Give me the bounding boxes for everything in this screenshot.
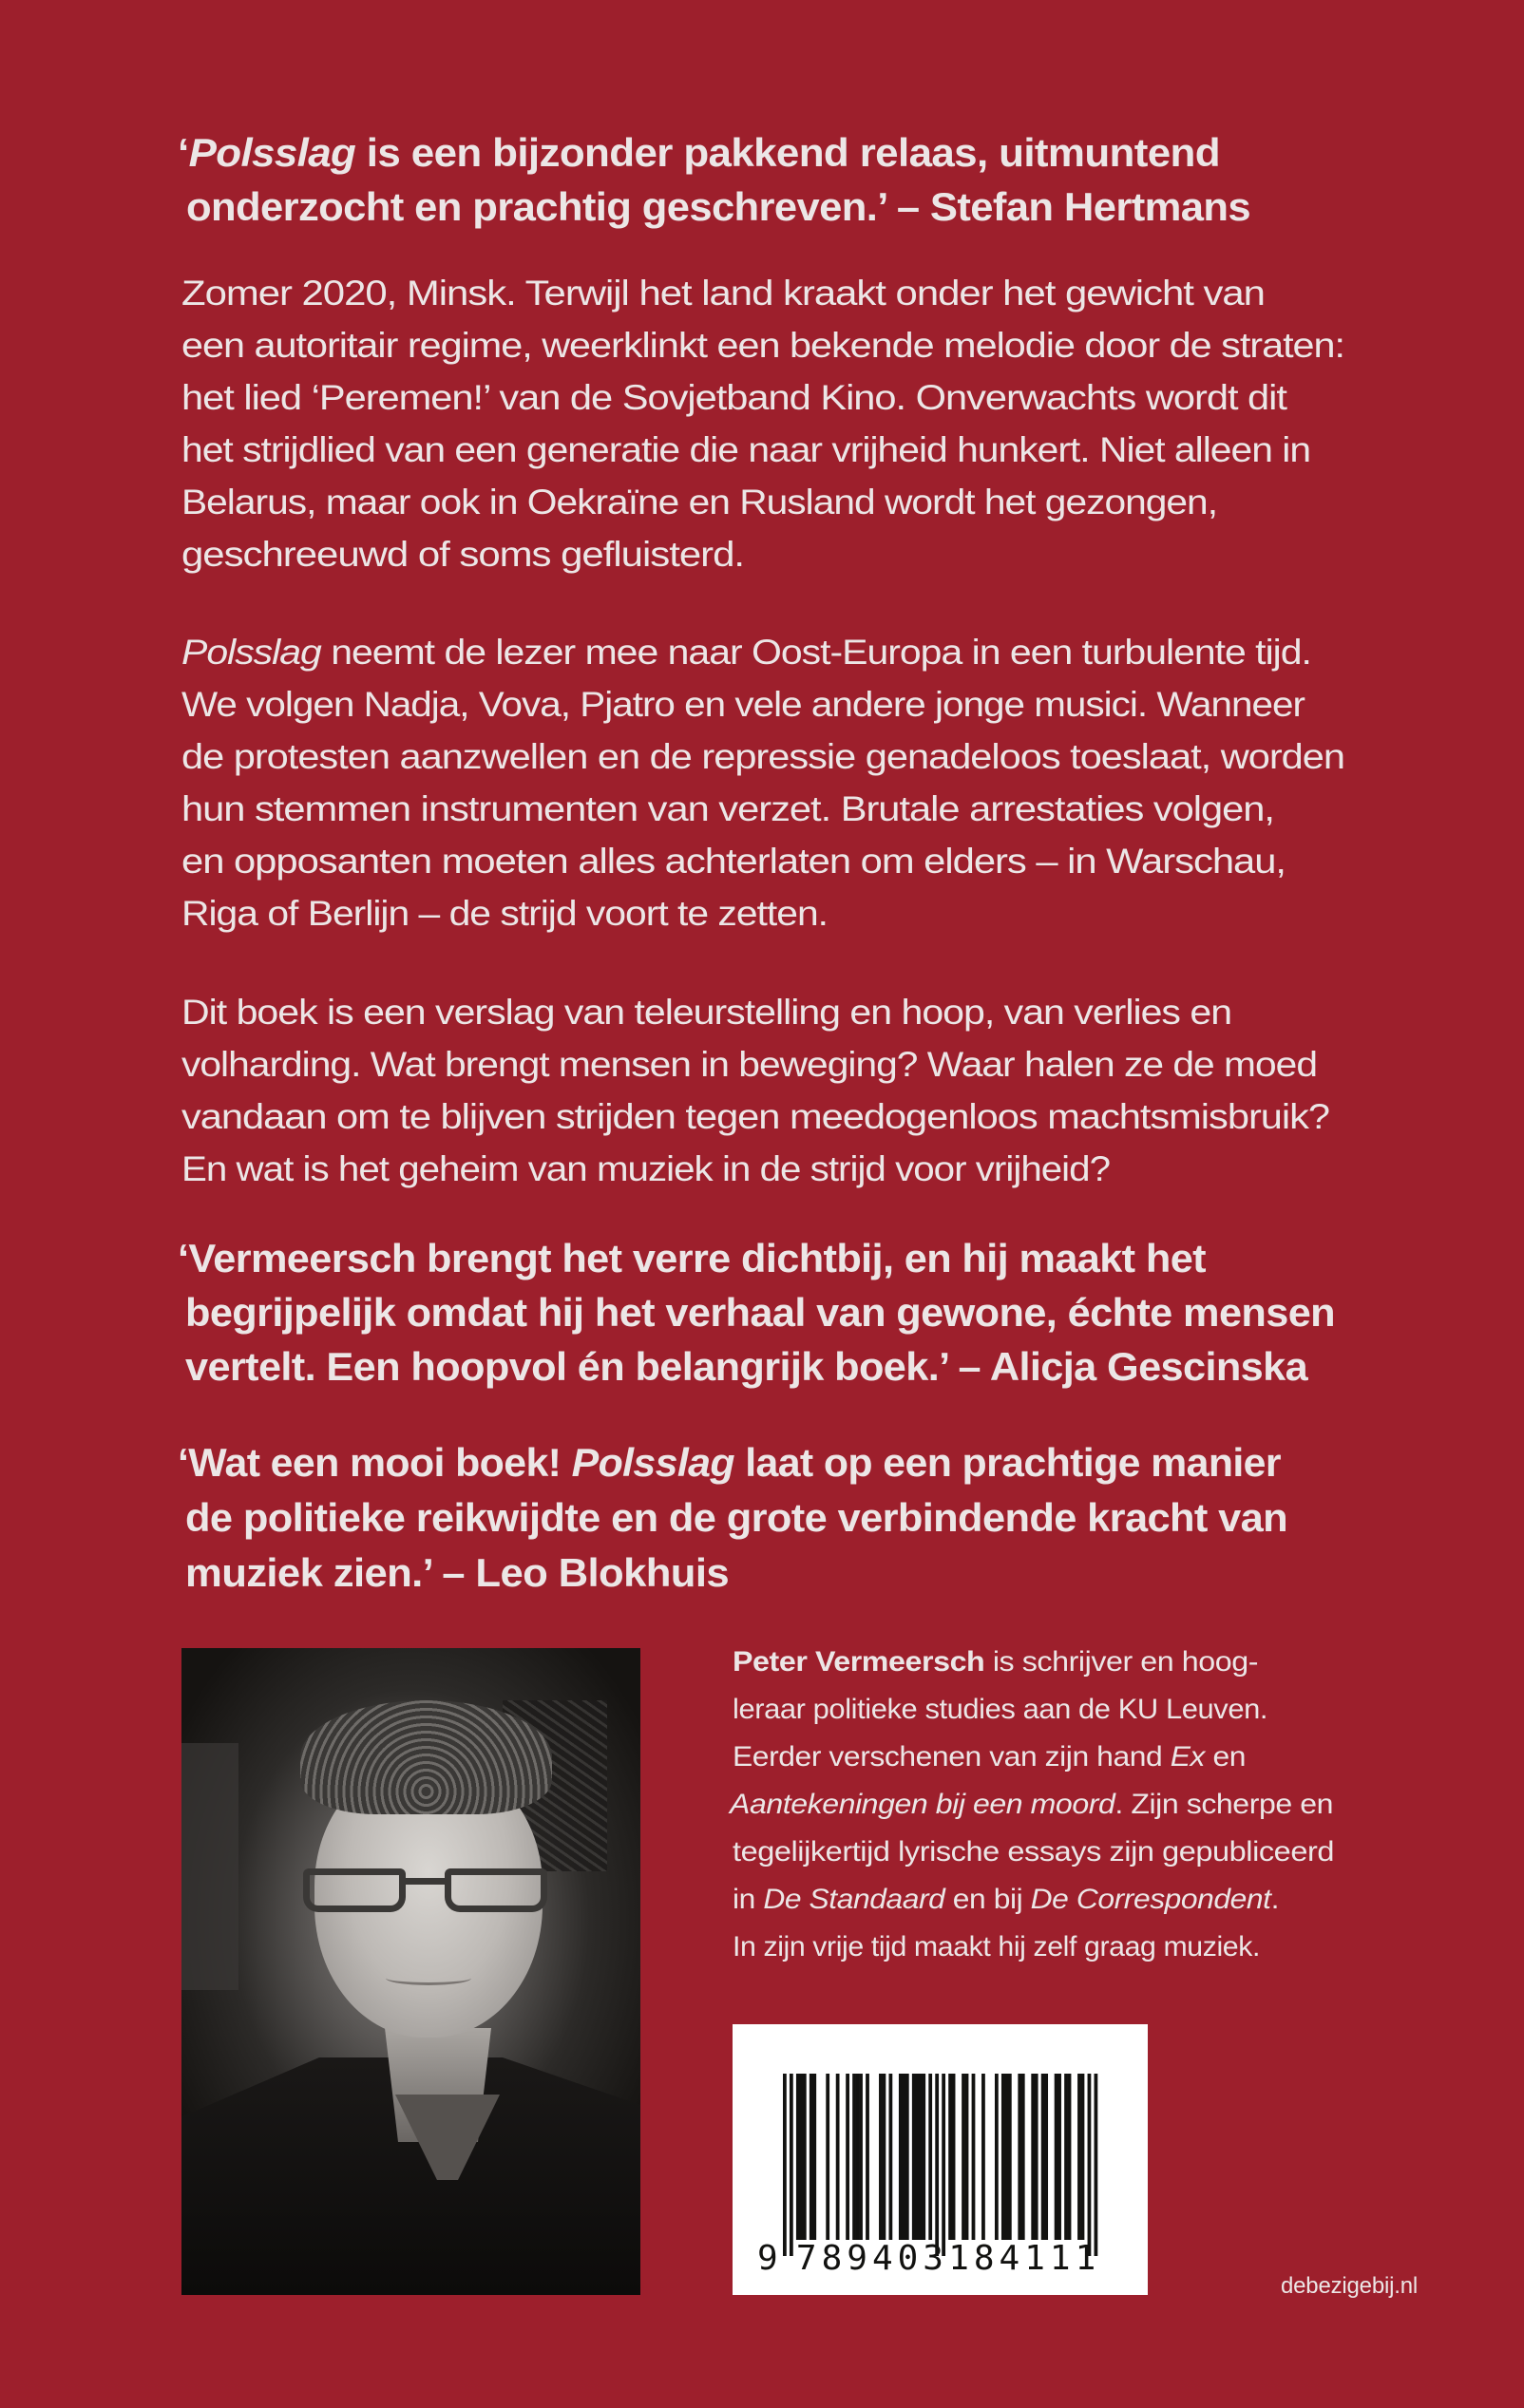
text-line <box>185 1290 1335 1336</box>
text-line <box>181 1097 1329 1137</box>
text-run: begrijpelijk omdat hij het verhaal van gewone, échte mensen <box>185 1290 1336 1335</box>
italic-title: De Correspondent <box>1030 1884 1271 1915</box>
text-run: We volgen Nadja, Vova, Pjatro en vele andere jonge musici. Wanneer <box>181 685 1305 724</box>
text-run: Belarus, maar ook in Oekraïne en Rusland wordt het gezongen, <box>181 483 1218 521</box>
text-line <box>181 894 828 934</box>
text-run: Riga of Berlijn – de strijd voort te zetten. <box>181 894 829 933</box>
text-line <box>181 535 744 575</box>
text-run: En wat is het geheim van muziek in de strijd voor vrijheid? <box>181 1149 1111 1188</box>
text-run: het lied ‘Peremen!’ van de Sovjetband Kino. Onverwachts wordt dit <box>181 378 1286 417</box>
text-run: neemt de lezer mee naar Oost-Europa in een turbulente tijd. <box>320 633 1311 672</box>
text-line <box>181 685 1305 725</box>
text-line <box>181 274 1265 313</box>
italic-title: Polsslag <box>188 130 356 175</box>
text-line <box>181 483 1217 522</box>
text-line <box>181 842 1286 882</box>
text-line <box>733 1931 1260 1963</box>
text-line <box>181 430 1310 470</box>
text-line <box>178 1236 1206 1281</box>
text-line <box>181 993 1231 1033</box>
barcode-icon <box>733 2024 1148 2295</box>
text-run: Zomer 2020, Minsk. Terwijl het land kraakt onder het gewicht van <box>181 274 1265 313</box>
isbn-barcode <box>733 2024 1148 2295</box>
text-line <box>733 1741 1246 1773</box>
text-run: In zijn vrije tijd maakt hij zelf graag muziek. <box>733 1931 1260 1962</box>
text-line <box>181 326 1344 366</box>
text-run: het strijdlied van een generatie die naar vrijheid hunkert. Niet alleen in <box>181 430 1311 469</box>
text-line <box>181 1045 1317 1085</box>
text-run: is schrijver en hoog- <box>984 1646 1259 1678</box>
italic-title: De Standaard <box>763 1884 945 1915</box>
text-run: een autoritair regime, weerklinkt een bekende melodie door de straten: <box>181 326 1345 365</box>
italic-title: Aantekeningen bij een moord <box>730 1789 1115 1820</box>
text-line <box>181 378 1286 418</box>
photo-hair <box>300 1700 552 1814</box>
text-run: laat op een prachtige manier <box>733 1440 1281 1485</box>
text-line <box>185 1550 729 1596</box>
text-line <box>181 1149 1110 1189</box>
text-line <box>733 1836 1334 1868</box>
text-run: vandaan om te blijven strijden tegen meedogenloos machtsmisbruik? <box>181 1097 1330 1136</box>
svg-text:789403: 789403 <box>795 2239 948 2278</box>
italic-title: Ex <box>1170 1741 1206 1773</box>
svg-text:9: 9 <box>757 2239 783 2278</box>
text-run: Dit boek is een verslag van teleurstelling en hoop, van verlies en <box>181 993 1232 1032</box>
text-run: ‘ <box>178 130 189 175</box>
text-run: onderzocht en prachtig geschreven.’ – Stefan Hertmans <box>186 184 1250 229</box>
text-run: muziek zien.’ – Leo Blokhuis <box>185 1550 729 1595</box>
text-run: is een bijzonder pakkend relaas, uitmuntend <box>355 130 1220 175</box>
text-line <box>730 1789 1333 1821</box>
text-line <box>181 789 1274 829</box>
text-line <box>178 130 1220 176</box>
text-line <box>733 1646 1258 1678</box>
text-run: en <box>1205 1741 1247 1773</box>
text-run: Eerder verschenen van zijn hand <box>733 1741 1171 1773</box>
photo-background-wall <box>181 1743 238 1990</box>
text-run: leraar politieke studies aan de KU Leuven. <box>733 1694 1268 1725</box>
text-line <box>733 1694 1267 1726</box>
text-run: ‘Wat een mooi boek! <box>178 1440 572 1485</box>
text-line <box>185 1344 1307 1390</box>
text-run: hun stemmen instrumenten van verzet. Brutale arrestaties volgen, <box>181 789 1274 828</box>
text-run: de protesten aanzwellen en de repressie genadeloos toeslaat, worden <box>181 737 1344 776</box>
text-run: . <box>1270 1884 1280 1915</box>
text-run: in <box>733 1884 764 1915</box>
publisher-website: debezigebij.nl <box>1281 2273 1418 2299</box>
text-run: en bij <box>944 1884 1031 1915</box>
text-run: . Zijn scherpe en <box>1114 1789 1334 1820</box>
text-run: vertelt. Een hoopvol én belangrijk boek.’ – Alicja Gescinska <box>185 1344 1308 1389</box>
text-run: en opposanten moeten alles achterlaten om elders – in Warschau, <box>181 842 1286 881</box>
text-run: geschreeuwd of soms gefluisterd. <box>181 535 745 574</box>
text-run: de politieke reikwijdte en de grote verbindende kracht van <box>185 1495 1288 1540</box>
text-line <box>178 1440 1281 1486</box>
text-line <box>186 184 1250 230</box>
photo-mouth <box>386 1971 471 1985</box>
text-line <box>181 633 1311 673</box>
text-line <box>181 737 1344 777</box>
text-line <box>733 1884 1279 1916</box>
text-line <box>185 1495 1287 1541</box>
italic-title: Polsslag <box>571 1440 734 1485</box>
glasses-icon <box>303 1868 547 1914</box>
text-run: tegelijkertijd lyrische essays zijn gepubliceerd <box>733 1836 1334 1868</box>
svg-text:184111: 184111 <box>948 2239 1101 2278</box>
author-photo <box>181 1648 640 2295</box>
text-run: ‘Vermeersch brengt het verre dichtbij, en hij maakt het <box>178 1236 1206 1280</box>
author-name: Peter Vermeersch <box>733 1646 985 1678</box>
text-run: volharding. Wat brengt mensen in beweging? Waar halen ze de moed <box>181 1045 1318 1084</box>
italic-title: Polsslag <box>181 633 321 672</box>
